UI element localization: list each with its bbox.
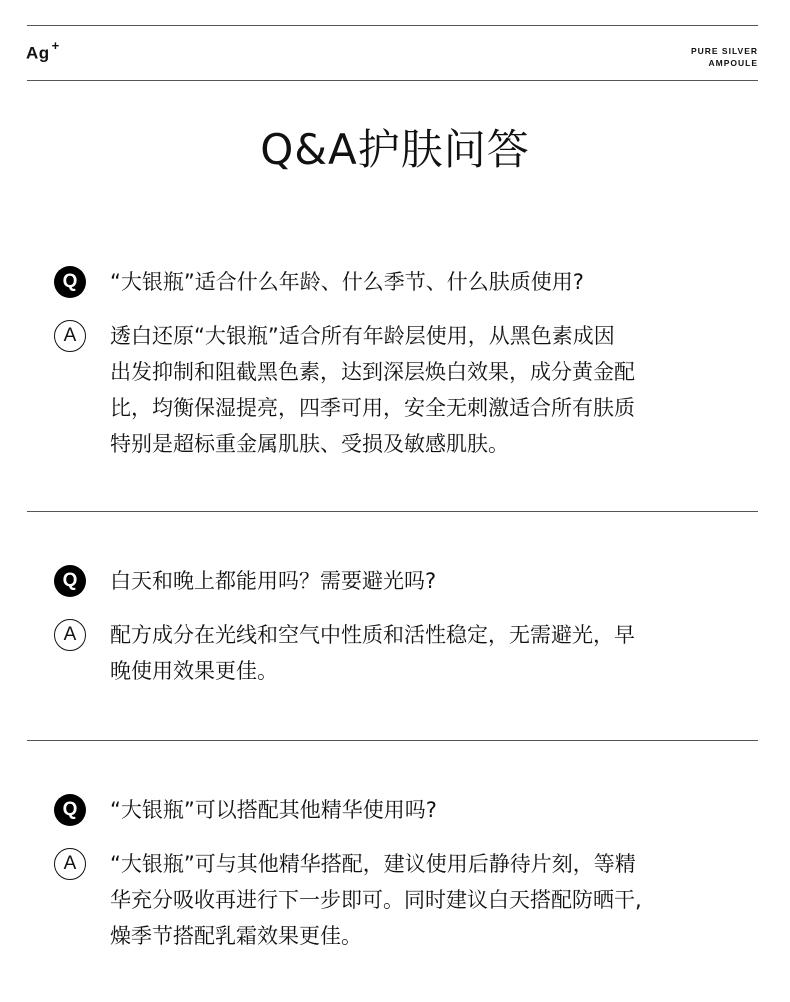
question-text: 白天和晚上都能用吗？需要避光吗? [110,569,437,593]
question-row [54,565,744,597]
qa-item-3 [54,794,744,954]
answer-line: 燥季节搭配乳霜效果更佳。 [110,924,362,948]
section-divider [27,740,758,741]
answer-row [54,320,744,462]
header-rule [27,80,758,81]
tagline-line-2: AMPOULE [708,58,758,68]
section-divider [27,511,758,512]
qa-item-2 [54,565,744,689]
question-badge-icon: Q [54,565,86,597]
question-text: “大银瓶”可以搭配其他精华使用吗? [110,798,437,822]
question-text: “大银瓶”适合什么年龄、什么季节、什么肤质使用? [110,270,584,294]
answer-badge-icon: A [54,619,86,651]
answer-line: 特别是超标重金属肌肤、受损及敏感肌肤。 [110,432,509,456]
answer-line: 透白还原“大银瓶”适合所有年龄层使用，从黑色素成因 [110,324,615,348]
answer-row [54,848,744,954]
question-row [54,794,744,826]
answer-badge-icon: A [54,320,86,352]
answer-line: “大银瓶”可与其他精华搭配，建议使用后静待片刻，等精 [110,852,636,876]
page-title: Q&A护肤问答 [260,125,530,174]
answer-text [110,318,744,462]
answer-line: 晚使用效果更佳。 [110,659,278,683]
answer-badge-icon: A [54,848,86,880]
product-tagline [691,45,758,69]
brand-text: Ag [26,43,50,63]
tagline-line-1: PURE SILVER [690,46,758,56]
qa-item-1 [54,266,744,462]
top-rule [27,25,758,26]
answer-row [54,619,744,689]
brand-logo [26,40,60,64]
answer-line: 比，均衡保湿提亮，四季可用，安全无刺激适合所有肤质 [110,396,635,420]
answer-line: 配方成分在光线和空气中性质和活性稳定，无需避光，早 [110,623,635,647]
brand-superscript: + [51,38,60,53]
question-row [54,266,744,298]
answer-text [110,617,744,689]
question-badge-icon: Q [54,266,86,298]
question-badge-icon: Q [54,794,86,826]
answer-line: 出发抑制和阻截黑色素，达到深层焕白效果，成分黄金配 [110,360,635,384]
answer-text [110,846,744,954]
answer-line: 华充分吸收再进行下一步即可。同时建议白天搭配防晒干, [110,888,642,912]
